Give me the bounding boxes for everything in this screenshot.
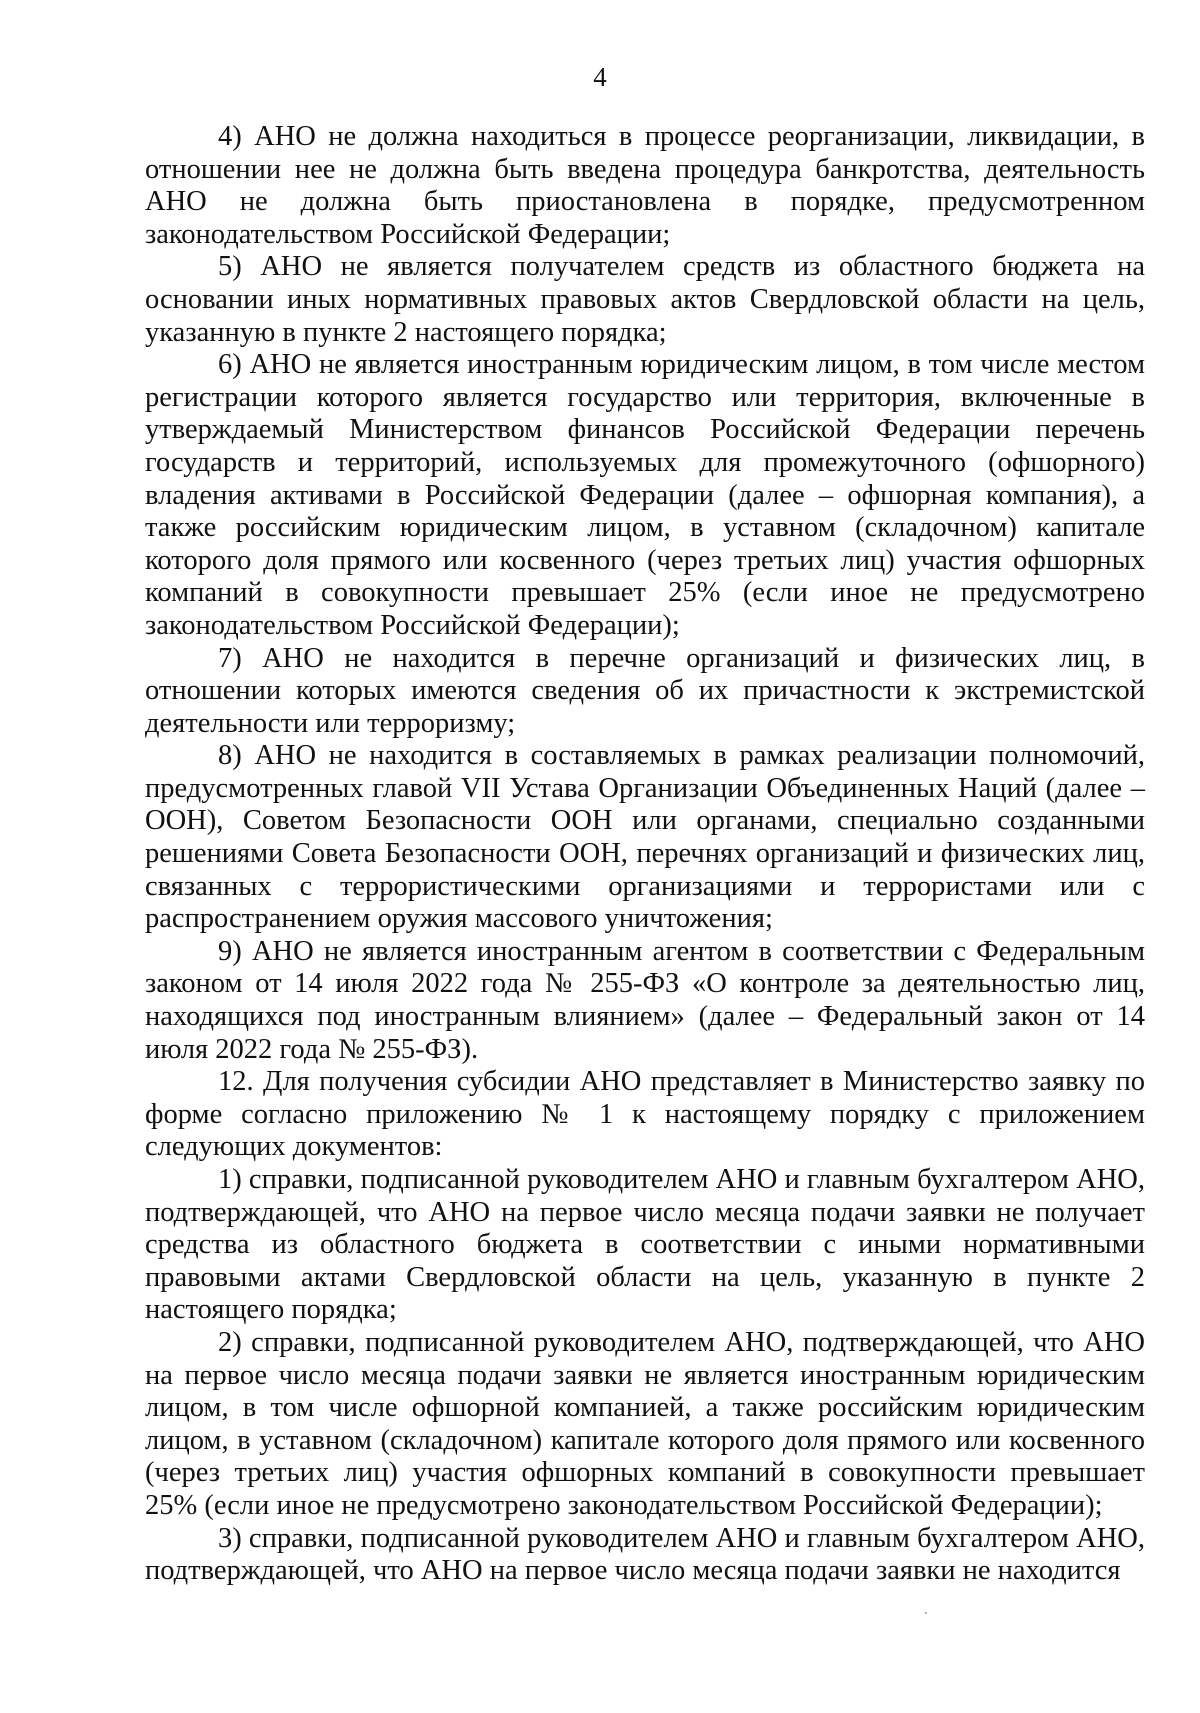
scan-speck (925, 1612, 927, 1614)
paragraph-section-12: 12. Для получения субсидии АНО представляет в Министерство заявку по форме согласно приложению № 1 к настоящему порядку с приложением следующих документов: (145, 1066, 1145, 1163)
paragraph-item-9: 9) АНО не является иностранным агентом в соответствии с Федеральным законом от 14 июля 2022 года № 255-ФЗ «О контроле за деятельностью лиц, находящихся под иностранным влиянием» (далее – Федеральный закон от 14 июля 2022 года № 255-ФЗ). (145, 935, 1145, 1065)
paragraph-document-2: 2) справки, подписанной руководителем АНО, подтверждающей, что АНО на первое число месяца подачи заявки не является иностранным юридическим лицом, в том числе офшорной компанией, а также российским юридическим лицом, в уставном (складочном) капитале которого доля прямого или косвенного (через третьих лиц) участия офшорных компаний в совокупности превышает 25% (если иное не предусмотрено законодательством Российской Федерации); (145, 1326, 1145, 1521)
paragraph-item-8: 8) АНО не находится в составляемых в рамках реализации полномочий, предусмотренных главой VII Устава Организации Объединенных Наций (далее – ООН), Советом Безопасности ООН или органами, специально созданными решениями Совета Безопасности ООН, перечнях организаций и физических лиц, связанных с террористическими организациями и террористами или с распространением оружия массового уничтожения; (145, 740, 1145, 935)
paragraph-item-4: 4) АНО не должна находиться в процессе реорганизации, ликвидации, в отношении нее не должна быть введена процедура банкротства, деятельность АНО не должна быть приостановлена в порядке, предусмотренном законодательством Российской Федерации; (145, 121, 1145, 250)
paragraph-document-3: 3) справки, подписанной руководителем АНО и главным бухгалтером АНО, подтверждающей, что АНО на первое число месяца подачи заявки не находится (145, 1522, 1145, 1587)
document-body (145, 121, 1145, 1588)
paragraph-item-7: 7) АНО не находится в перечне организаций и физических лиц, в отношении которых имеются сведения об их причастности к экстремистской деятельности или терроризму; (145, 642, 1145, 739)
paragraph-document-1: 1) справки, подписанной руководителем АНО и главным бухгалтером АНО, подтверждающей, что АНО на первое число месяца подачи заявки не получает средства из областного бюджета в соответствии с иными нормативными правовыми актами Свердловской области на цель, указанную в пункте 2 настоящего порядка; (145, 1164, 1145, 1326)
paragraph-item-6: 6) АНО не является иностранным юридическим лицом, в том числе местом регистрации которого является государство или территория, включенные в утверждаемый Министерством финансов Российской Федерации перечень государств и территорий, используемых для промежуточного (офшорного) владения активами в Российской Федерации (далее – офшорная компания), а также российским юридическим лицом, в уставном (складочном) капитале которого доля прямого или косвенного (через третьих лиц) участия офшорных компаний в совокупности превышает 25% (если иное не предусмотрено законодательством Российской Федерации); (145, 349, 1145, 641)
page-number: 4 (593, 62, 607, 92)
paragraph-item-5: 5) АНО не является получателем средств из областного бюджета на основании иных нормативных правовых актов Свердловской области на цель, указанную в пункте 2 настоящего порядка; (145, 251, 1145, 348)
